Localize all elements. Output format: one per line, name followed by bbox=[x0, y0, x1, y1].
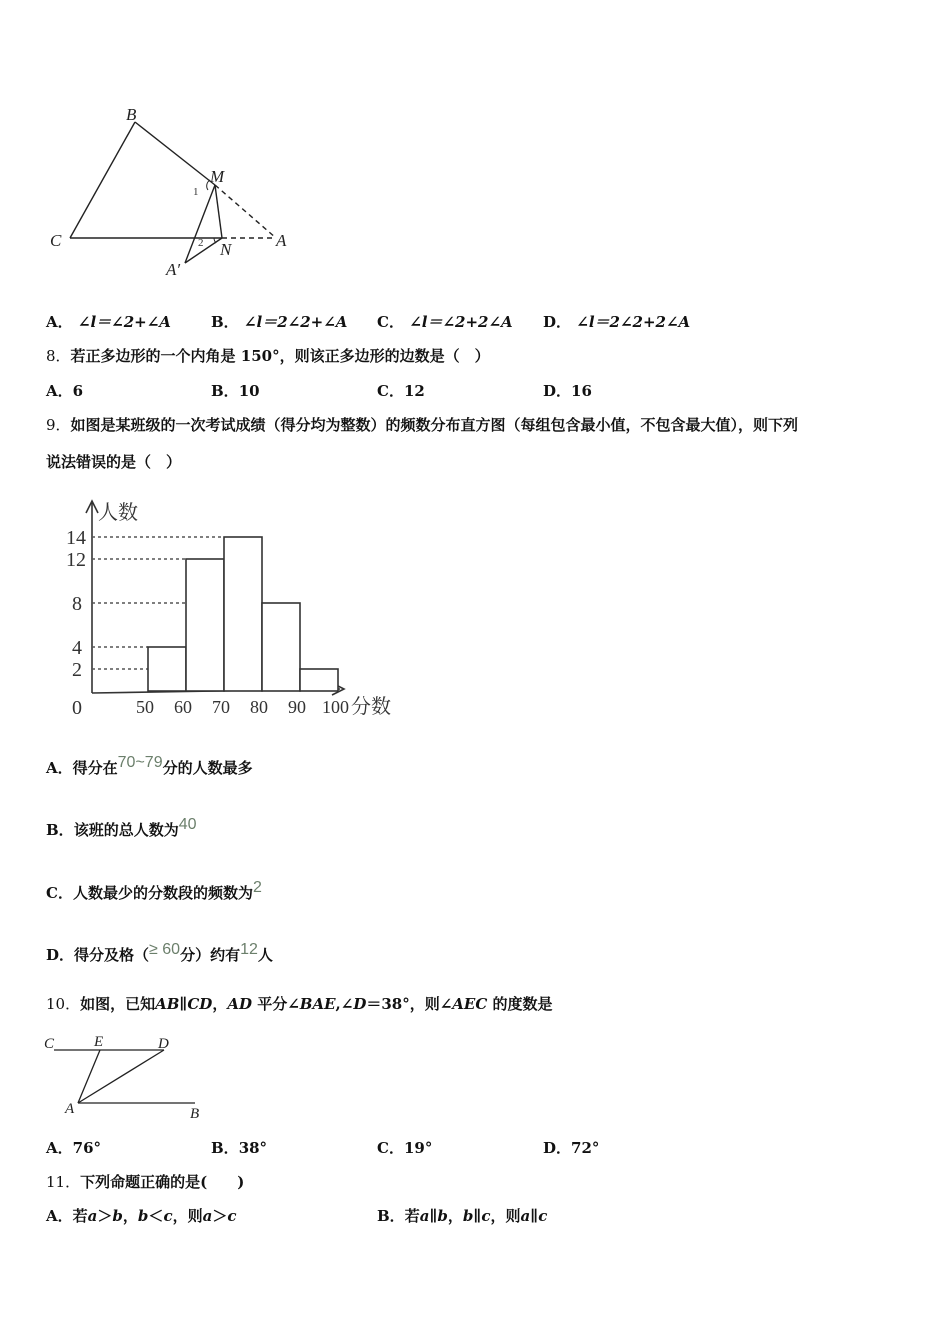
triangle-fold-figure bbox=[40, 100, 310, 285]
label-e: E bbox=[94, 1034, 104, 1050]
q8-option-b[interactable]: B．10 bbox=[211, 382, 260, 400]
q7-option-a[interactable]: A． ∠l＝∠2+∠A bbox=[46, 313, 171, 331]
q7-option-c[interactable]: C． ∠l＝∠2+2∠A bbox=[377, 313, 513, 331]
q10-option-a[interactable]: A．76° bbox=[46, 1139, 102, 1157]
q8-option-a[interactable]: A．6 bbox=[46, 382, 84, 400]
q11-option-b[interactable]: B．若a∥b，b∥c，则a∥c bbox=[377, 1207, 548, 1225]
histogram-chart bbox=[40, 495, 410, 725]
histogram-bar-80~90 bbox=[262, 603, 300, 691]
label-a-prime: A′ bbox=[166, 260, 181, 279]
q10-option-c[interactable]: C．19° bbox=[377, 1139, 433, 1157]
q9-stem-line2: 说法错误的是（ ） bbox=[46, 453, 182, 471]
q9-stem-line1: 9．如图是某班级的一次考试成绩（得分均为整数）的频数分布直方图（每组包含最小值，不包含最大值），则下列 bbox=[46, 416, 799, 434]
q10-option-b[interactable]: B．38° bbox=[211, 1139, 268, 1157]
x-tick-label-60: 60 bbox=[174, 697, 192, 717]
y-tick-label-12: 12 bbox=[66, 549, 86, 571]
y-axis-title: 人数 bbox=[98, 502, 138, 524]
label-d: D bbox=[158, 1036, 169, 1052]
label-m: M bbox=[210, 167, 225, 186]
parallel-lines-figure bbox=[40, 1028, 220, 1123]
q10-option-d[interactable]: D．72° bbox=[543, 1139, 600, 1157]
q8-stem: 8．若正多边形的一个内角是 150°，则该正多边形的边数是（ ） bbox=[46, 347, 490, 365]
segment-ad bbox=[78, 1050, 164, 1103]
label-b: B bbox=[190, 1106, 200, 1122]
label-n: N bbox=[220, 240, 232, 259]
x-tick-label-90: 90 bbox=[288, 697, 306, 717]
histogram-bar-60~70 bbox=[186, 559, 224, 691]
q11-stem: 11．下列命题正确的是( ) bbox=[46, 1173, 245, 1191]
x-tick-label-70: 70 bbox=[212, 697, 230, 717]
label-b: B bbox=[126, 105, 137, 124]
y-tick-label-14: 14 bbox=[66, 527, 86, 549]
angle-2-arc bbox=[214, 238, 216, 243]
q9-option-a[interactable]: A．得分在70~79分的人数最多 bbox=[46, 754, 253, 777]
label-angle-1: 1 bbox=[193, 186, 199, 198]
dashed-ma bbox=[215, 185, 276, 238]
edge-bm bbox=[135, 122, 215, 185]
histogram-bar-90~100 bbox=[300, 669, 338, 691]
q7-option-d[interactable]: D． ∠l＝2∠2+2∠A bbox=[543, 313, 691, 331]
label-c: C bbox=[50, 231, 62, 250]
q11-option-a[interactable]: A．若a＞b，b＜c，则a＞c bbox=[46, 1207, 237, 1225]
edge-ma-prime bbox=[185, 185, 215, 263]
q9-option-b[interactable]: B．该班的总人数为40 bbox=[46, 816, 197, 839]
histogram-bar-50~60 bbox=[148, 647, 186, 691]
label-a: A bbox=[65, 1101, 75, 1117]
q8-option-d[interactable]: D．16 bbox=[543, 382, 592, 400]
q9-option-d[interactable]: D．得分及格（≥ 60分）约有12人 bbox=[46, 941, 273, 964]
label-a: A bbox=[276, 231, 287, 250]
x-tick-label-80: 80 bbox=[250, 697, 268, 717]
q10-stem: 10．如图，已知AB∥CD，AD 平分∠BAE,∠D＝38°，则∠AEC 的度数是 bbox=[46, 995, 553, 1013]
y-tick-label-2: 2 bbox=[72, 659, 82, 681]
y-tick-label-0: 0 bbox=[72, 697, 82, 719]
y-tick-label-8: 8 bbox=[72, 593, 82, 615]
x-tick-label-100: 100 bbox=[322, 697, 349, 717]
q8-option-c[interactable]: C．12 bbox=[377, 382, 425, 400]
x-tick-label-50: 50 bbox=[136, 697, 154, 717]
q7-option-b[interactable]: B． ∠l＝2∠2+∠A bbox=[211, 313, 348, 331]
y-tick-label-4: 4 bbox=[72, 637, 82, 659]
edge-mn bbox=[215, 185, 222, 238]
edge-bc bbox=[70, 122, 135, 238]
label-c: C bbox=[44, 1036, 55, 1052]
segment-ae bbox=[78, 1050, 100, 1103]
q9-option-c[interactable]: C．人数最少的分数段的频数为2 bbox=[46, 879, 262, 902]
label-angle-2: 2 bbox=[198, 237, 204, 249]
histogram-bar-70~80 bbox=[224, 537, 262, 691]
x-axis-title: 分数 bbox=[351, 696, 391, 718]
